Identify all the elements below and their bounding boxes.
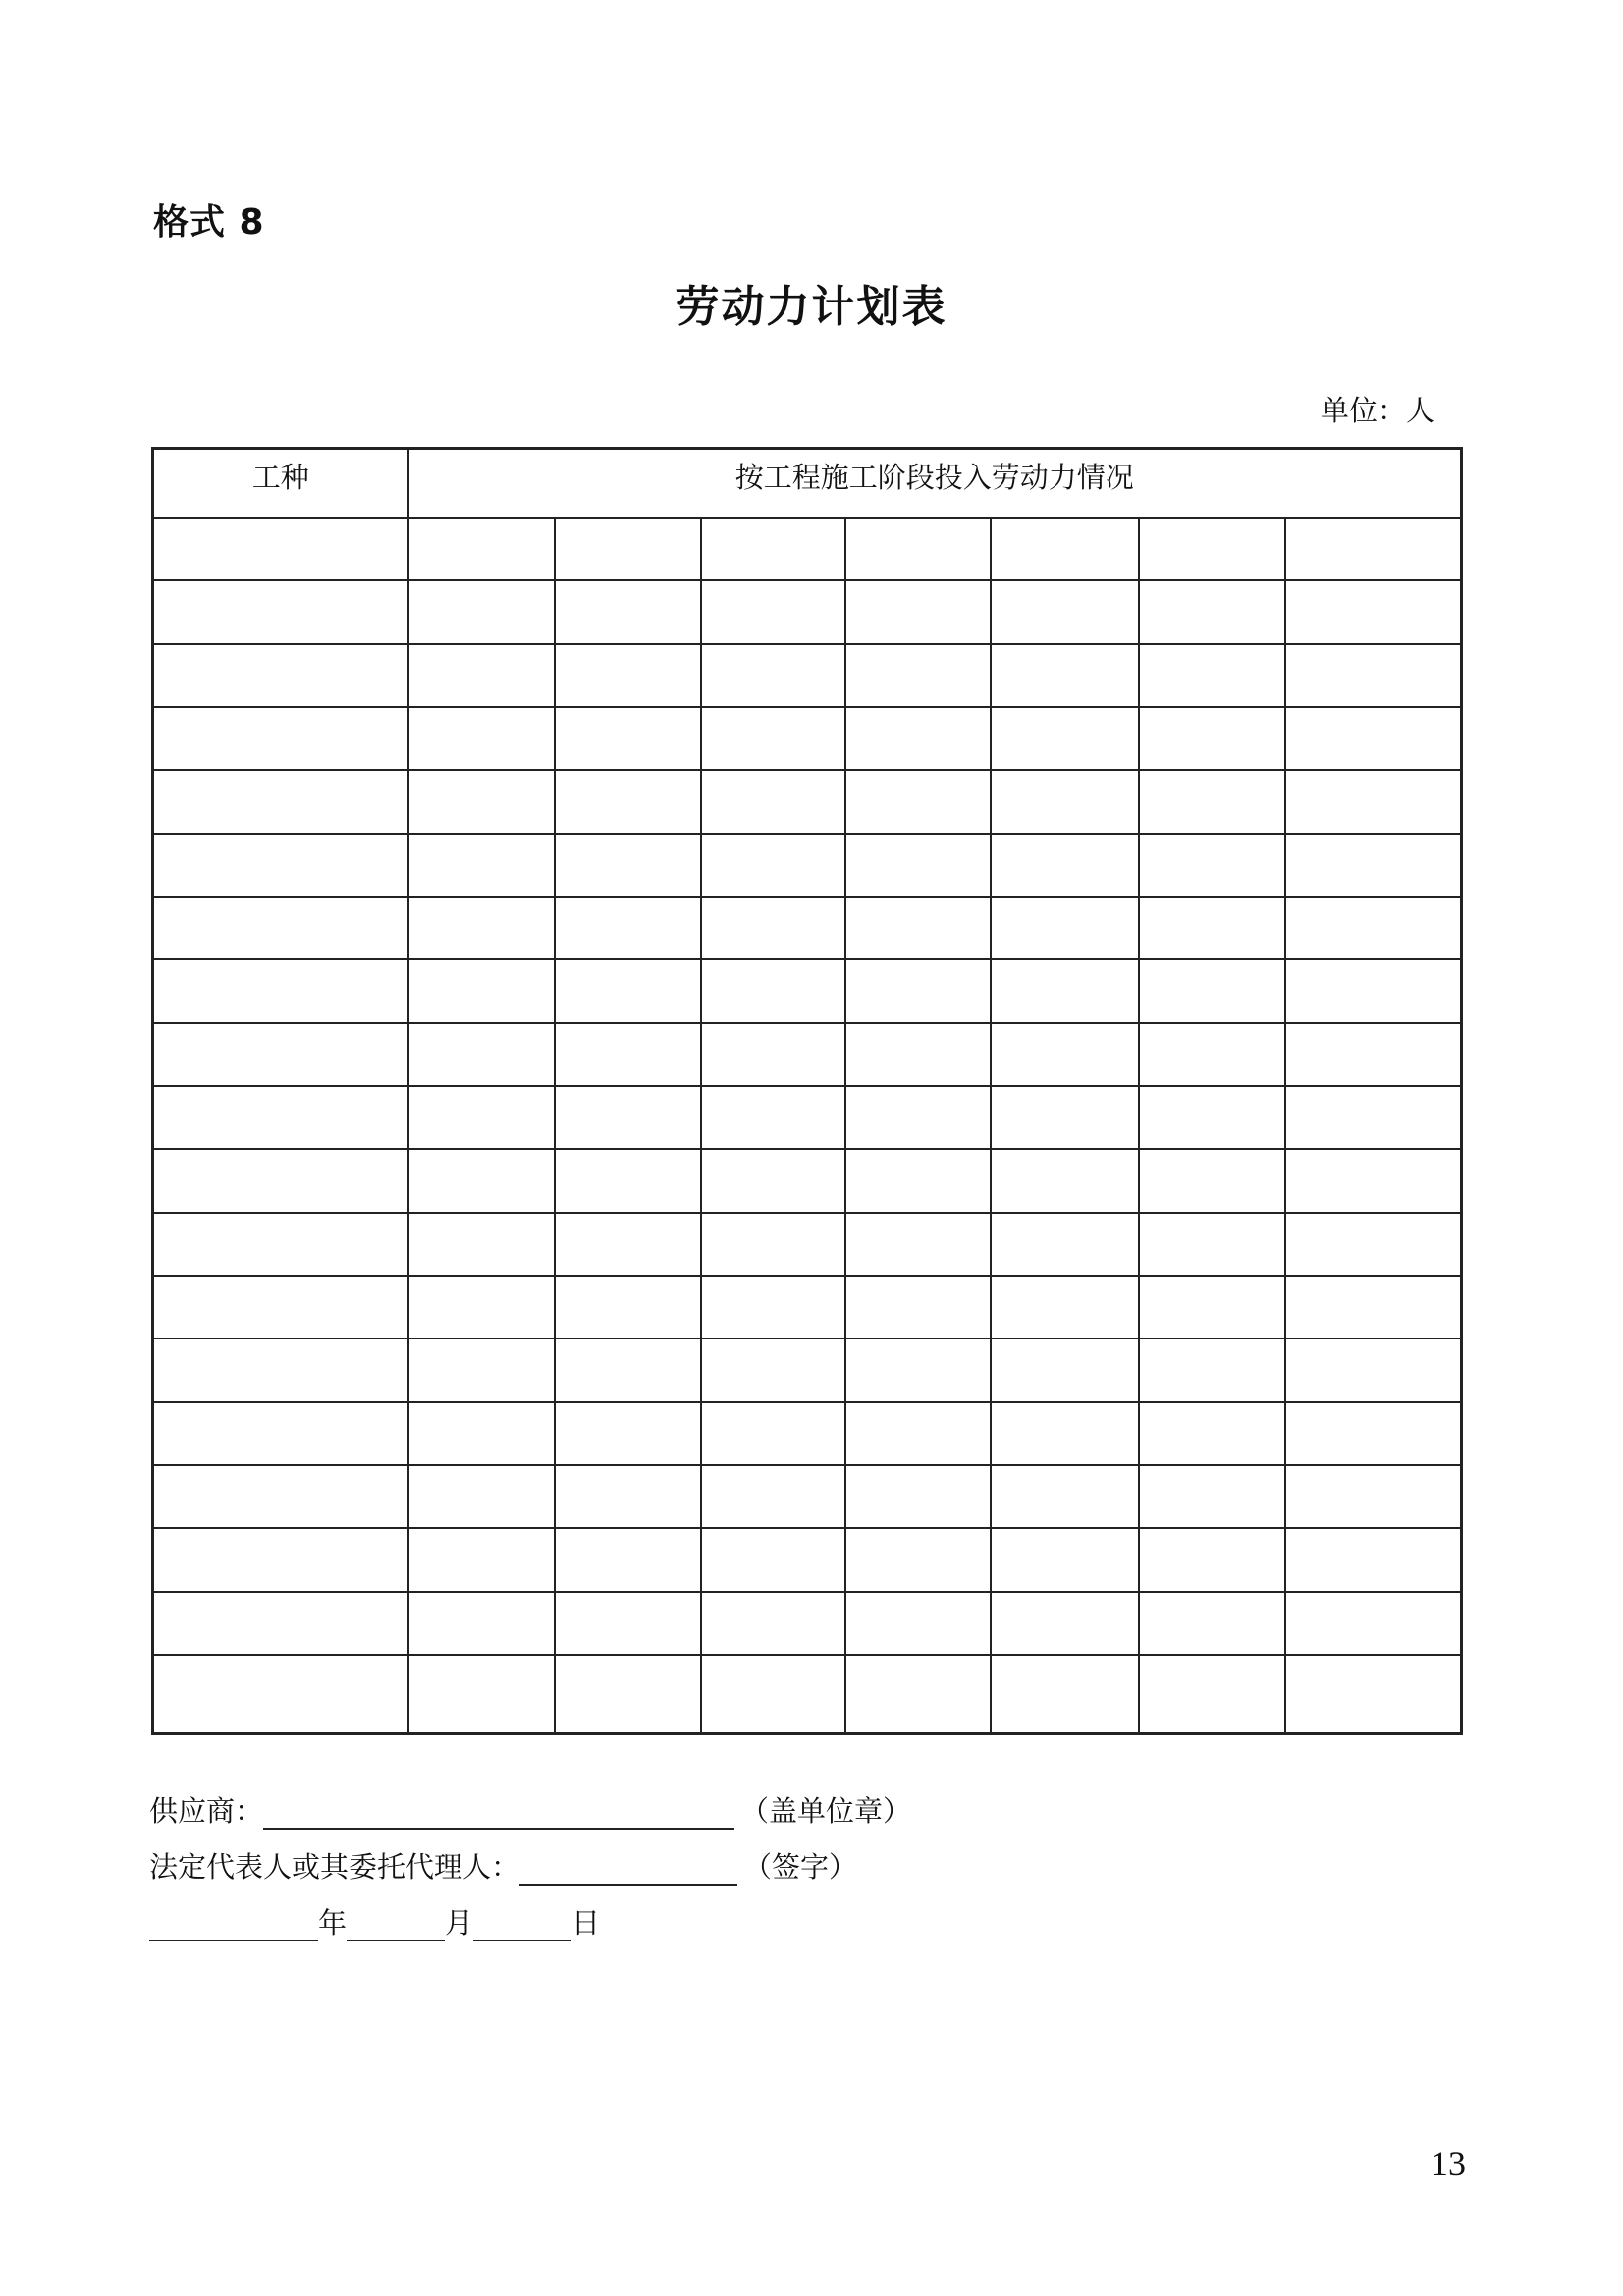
header-work-type: 工种 — [153, 449, 408, 519]
signature-note: （签字） — [743, 1850, 858, 1884]
stage-labor-cell[interactable] — [555, 897, 701, 959]
stage-labor-cell[interactable] — [701, 518, 845, 580]
stage-labor-cell[interactable] — [991, 770, 1139, 833]
date-year-blank[interactable] — [149, 1914, 318, 1941]
date-day-label: 日 — [571, 1906, 601, 1940]
stage-labor-cell[interactable] — [701, 897, 845, 959]
table-row — [153, 1655, 1462, 1734]
table-row — [153, 834, 1462, 897]
stage-labor-cell[interactable] — [555, 1213, 701, 1276]
stage-labor-cell[interactable] — [408, 1528, 555, 1591]
stage-labor-cell[interactable] — [701, 1655, 845, 1734]
stage-labor-cell[interactable] — [555, 770, 701, 833]
stage-labor-cell[interactable] — [555, 518, 701, 580]
stage-labor-cell[interactable] — [845, 707, 991, 770]
stage-labor-cell[interactable] — [1285, 1465, 1462, 1528]
table-row — [153, 770, 1462, 833]
supplier-blank[interactable] — [263, 1802, 734, 1830]
page-number: 13 — [1431, 2144, 1466, 2183]
date-line — [149, 1901, 600, 1941]
stage-labor-cell[interactable] — [1139, 1086, 1285, 1149]
stage-labor-cell[interactable] — [1285, 770, 1462, 833]
stage-labor-cell[interactable] — [701, 1402, 845, 1465]
table-row — [153, 897, 1462, 959]
stage-labor-cell[interactable] — [1285, 1655, 1462, 1734]
stage-labor-cell[interactable] — [1139, 644, 1285, 707]
stage-labor-cell[interactable] — [701, 834, 845, 897]
stage-labor-cell[interactable] — [1139, 1655, 1285, 1734]
stage-labor-cell[interactable] — [1285, 1402, 1462, 1465]
representative-line — [149, 1845, 857, 1886]
work-type-cell[interactable] — [153, 580, 408, 643]
stage-labor-cell[interactable] — [1139, 1213, 1285, 1276]
stage-labor-cell[interactable] — [991, 1339, 1139, 1401]
stage-labor-cell[interactable] — [408, 518, 555, 580]
table-row — [153, 1149, 1462, 1212]
stage-labor-cell[interactable] — [408, 644, 555, 707]
stage-labor-cell[interactable] — [1285, 1276, 1462, 1339]
stage-labor-cell[interactable] — [991, 1655, 1139, 1734]
stage-labor-cell[interactable] — [555, 1086, 701, 1149]
stage-labor-cell[interactable] — [991, 834, 1139, 897]
stage-labor-cell[interactable] — [1285, 1592, 1462, 1655]
stage-labor-cell[interactable] — [845, 518, 991, 580]
table-body — [153, 518, 1462, 1734]
stage-labor-cell[interactable] — [845, 644, 991, 707]
stage-labor-cell[interactable] — [555, 1592, 701, 1655]
stage-labor-cell[interactable] — [845, 1592, 991, 1655]
work-type-cell[interactable] — [153, 1402, 408, 1465]
stage-labor-cell[interactable] — [991, 1592, 1139, 1655]
stage-labor-cell[interactable] — [408, 1592, 555, 1655]
stage-labor-cell[interactable] — [1139, 897, 1285, 959]
stage-labor-cell[interactable] — [1139, 1023, 1285, 1086]
stage-labor-cell[interactable] — [408, 1402, 555, 1465]
stage-labor-cell[interactable] — [701, 1276, 845, 1339]
work-type-cell[interactable] — [153, 1339, 408, 1401]
work-type-cell[interactable] — [153, 1213, 408, 1276]
stage-labor-cell[interactable] — [701, 1023, 845, 1086]
stage-labor-cell[interactable] — [1285, 959, 1462, 1022]
stage-labor-cell[interactable] — [845, 1465, 991, 1528]
stage-labor-cell[interactable] — [1285, 1023, 1462, 1086]
table-row — [153, 1276, 1462, 1339]
stage-labor-cell[interactable] — [845, 897, 991, 959]
work-type-cell[interactable] — [153, 644, 408, 707]
stage-labor-cell[interactable] — [555, 580, 701, 643]
date-day-blank[interactable] — [473, 1914, 571, 1941]
work-type-cell[interactable] — [153, 1276, 408, 1339]
stage-labor-cell[interactable] — [1139, 1276, 1285, 1339]
work-type-cell[interactable] — [153, 959, 408, 1022]
stage-labor-cell[interactable] — [408, 580, 555, 643]
stage-labor-cell[interactable] — [701, 770, 845, 833]
stage-labor-cell[interactable] — [701, 1528, 845, 1591]
work-type-cell[interactable] — [153, 1528, 408, 1591]
stage-labor-cell[interactable] — [845, 1149, 991, 1212]
stage-labor-cell[interactable] — [991, 1023, 1139, 1086]
stage-labor-cell[interactable] — [1285, 644, 1462, 707]
stage-labor-cell[interactable] — [408, 1465, 555, 1528]
stage-labor-cell[interactable] — [408, 1276, 555, 1339]
stage-labor-cell[interactable] — [701, 959, 845, 1022]
stage-labor-cell[interactable] — [555, 1528, 701, 1591]
stage-labor-cell[interactable] — [1285, 1339, 1462, 1401]
stage-labor-cell[interactable] — [991, 1086, 1139, 1149]
stage-labor-cell[interactable] — [1285, 518, 1462, 580]
stage-labor-cell[interactable] — [701, 1465, 845, 1528]
stage-labor-cell[interactable] — [408, 1023, 555, 1086]
stage-labor-cell[interactable] — [408, 897, 555, 959]
representative-label: 法定代表人或其委托代理人： — [149, 1850, 520, 1884]
stage-labor-cell[interactable] — [1139, 1339, 1285, 1401]
stage-labor-cell[interactable] — [991, 1149, 1139, 1212]
stage-labor-cell[interactable] — [408, 1213, 555, 1276]
stage-labor-cell[interactable] — [1139, 518, 1285, 580]
stage-labor-cell[interactable] — [991, 518, 1139, 580]
work-type-cell[interactable] — [153, 1149, 408, 1212]
stage-labor-cell[interactable] — [1285, 707, 1462, 770]
stage-labor-cell[interactable] — [555, 834, 701, 897]
stage-labor-cell[interactable] — [845, 1339, 991, 1401]
stage-labor-cell[interactable] — [408, 1086, 555, 1149]
table-row — [153, 1402, 1462, 1465]
stage-labor-cell[interactable] — [1285, 580, 1462, 643]
stage-labor-cell[interactable] — [845, 1276, 991, 1339]
stage-labor-cell[interactable] — [845, 1528, 991, 1591]
stage-labor-cell[interactable] — [408, 959, 555, 1022]
stage-labor-cell[interactable] — [701, 1213, 845, 1276]
stage-labor-cell[interactable] — [701, 1592, 845, 1655]
stage-labor-cell[interactable] — [845, 1023, 991, 1086]
stage-labor-cell[interactable] — [1285, 834, 1462, 897]
stage-labor-cell[interactable] — [555, 1465, 701, 1528]
stage-labor-cell[interactable] — [991, 1276, 1139, 1339]
stage-labor-cell[interactable] — [991, 1528, 1139, 1591]
stage-labor-cell[interactable] — [845, 1086, 991, 1149]
stage-labor-cell[interactable] — [408, 1149, 555, 1212]
table-row — [153, 1592, 1462, 1655]
stage-labor-cell[interactable] — [1285, 897, 1462, 959]
stage-labor-cell[interactable] — [1285, 1086, 1462, 1149]
table-row — [153, 1086, 1462, 1149]
work-type-cell[interactable] — [153, 1023, 408, 1086]
work-type-cell[interactable] — [153, 1465, 408, 1528]
stage-labor-cell[interactable] — [555, 1339, 701, 1401]
table-row — [153, 1465, 1462, 1528]
stage-labor-cell[interactable] — [1139, 959, 1285, 1022]
stage-labor-cell[interactable] — [991, 644, 1139, 707]
stage-labor-cell[interactable] — [1139, 707, 1285, 770]
table-row — [153, 707, 1462, 770]
stage-labor-cell[interactable] — [555, 959, 701, 1022]
stage-labor-cell[interactable] — [408, 834, 555, 897]
stage-labor-cell[interactable] — [1139, 580, 1285, 643]
table-row — [153, 1213, 1462, 1276]
work-type-cell[interactable] — [153, 1086, 408, 1149]
date-year-label: 年 — [318, 1906, 348, 1940]
stage-labor-cell[interactable] — [1139, 770, 1285, 833]
stage-labor-cell[interactable] — [701, 1086, 845, 1149]
stage-labor-cell[interactable] — [845, 834, 991, 897]
supplier-seal-note: （盖单位章） — [740, 1794, 912, 1828]
stage-labor-cell[interactable] — [701, 1149, 845, 1212]
stage-labor-cell[interactable] — [1285, 1213, 1462, 1276]
stage-labor-cell[interactable] — [1139, 1592, 1285, 1655]
stage-labor-cell[interactable] — [1139, 1402, 1285, 1465]
stage-labor-cell[interactable] — [1139, 1528, 1285, 1591]
stage-labor-cell[interactable] — [845, 580, 991, 643]
stage-labor-cell[interactable] — [701, 580, 845, 643]
date-month-label: 月 — [445, 1906, 474, 1940]
stage-labor-cell[interactable] — [991, 1465, 1139, 1528]
stage-labor-cell[interactable] — [1139, 834, 1285, 897]
stage-labor-cell[interactable] — [701, 644, 845, 707]
unit-label: 单位：人 — [1320, 394, 1434, 427]
stage-labor-cell[interactable] — [1139, 1465, 1285, 1528]
stage-labor-cell[interactable] — [555, 1402, 701, 1465]
stage-labor-cell[interactable] — [555, 1149, 701, 1212]
work-type-cell[interactable] — [153, 518, 408, 580]
format-label: 格式 8 — [153, 202, 265, 243]
date-month-blank[interactable] — [347, 1914, 445, 1941]
stage-labor-cell[interactable] — [991, 580, 1139, 643]
table-row — [153, 959, 1462, 1022]
stage-labor-cell[interactable] — [408, 770, 555, 833]
work-type-cell[interactable] — [153, 1655, 408, 1734]
work-type-cell[interactable] — [153, 707, 408, 770]
stage-labor-cell[interactable] — [991, 897, 1139, 959]
stage-labor-cell[interactable] — [555, 707, 701, 770]
stage-labor-cell[interactable] — [1285, 1149, 1462, 1212]
stage-labor-cell[interactable] — [1285, 1528, 1462, 1591]
stage-labor-cell[interactable] — [555, 1023, 701, 1086]
stage-labor-cell[interactable] — [408, 1339, 555, 1401]
table-row — [153, 1339, 1462, 1401]
stage-labor-cell[interactable] — [408, 707, 555, 770]
stage-labor-cell[interactable] — [845, 1213, 991, 1276]
table-row — [153, 1528, 1462, 1591]
stage-labor-cell[interactable] — [991, 1213, 1139, 1276]
table-row — [153, 1023, 1462, 1086]
table-row — [153, 644, 1462, 707]
stage-labor-cell[interactable] — [845, 959, 991, 1022]
stage-labor-cell[interactable] — [555, 1655, 701, 1734]
table-row — [153, 518, 1462, 580]
stage-labor-cell[interactable] — [845, 770, 991, 833]
labor-plan-table — [151, 447, 1463, 1735]
stage-labor-cell[interactable] — [845, 1655, 991, 1734]
stage-labor-cell[interactable] — [845, 1402, 991, 1465]
stage-labor-cell[interactable] — [701, 1339, 845, 1401]
table-row — [153, 580, 1462, 643]
stage-labor-cell[interactable] — [991, 1402, 1139, 1465]
table-header-row — [153, 449, 1462, 519]
work-type-cell[interactable] — [153, 770, 408, 833]
header-stage-labor: 按工程施工阶段投入劳动力情况 — [408, 449, 1462, 519]
work-type-cell[interactable] — [153, 834, 408, 897]
representative-blank[interactable] — [519, 1858, 737, 1886]
work-type-cell[interactable] — [153, 1592, 408, 1655]
stage-labor-cell[interactable] — [991, 707, 1139, 770]
stage-labor-cell[interactable] — [1139, 1149, 1285, 1212]
work-type-cell[interactable] — [153, 897, 408, 959]
stage-labor-cell[interactable] — [555, 644, 701, 707]
stage-labor-cell[interactable] — [701, 707, 845, 770]
supplier-label: 供应商： — [149, 1794, 264, 1828]
supplier-line — [149, 1789, 911, 1830]
stage-labor-cell[interactable] — [991, 959, 1139, 1022]
stage-labor-cell[interactable] — [555, 1276, 701, 1339]
stage-labor-cell[interactable] — [408, 1655, 555, 1734]
page-title: 劳动力计划表 — [676, 282, 947, 332]
